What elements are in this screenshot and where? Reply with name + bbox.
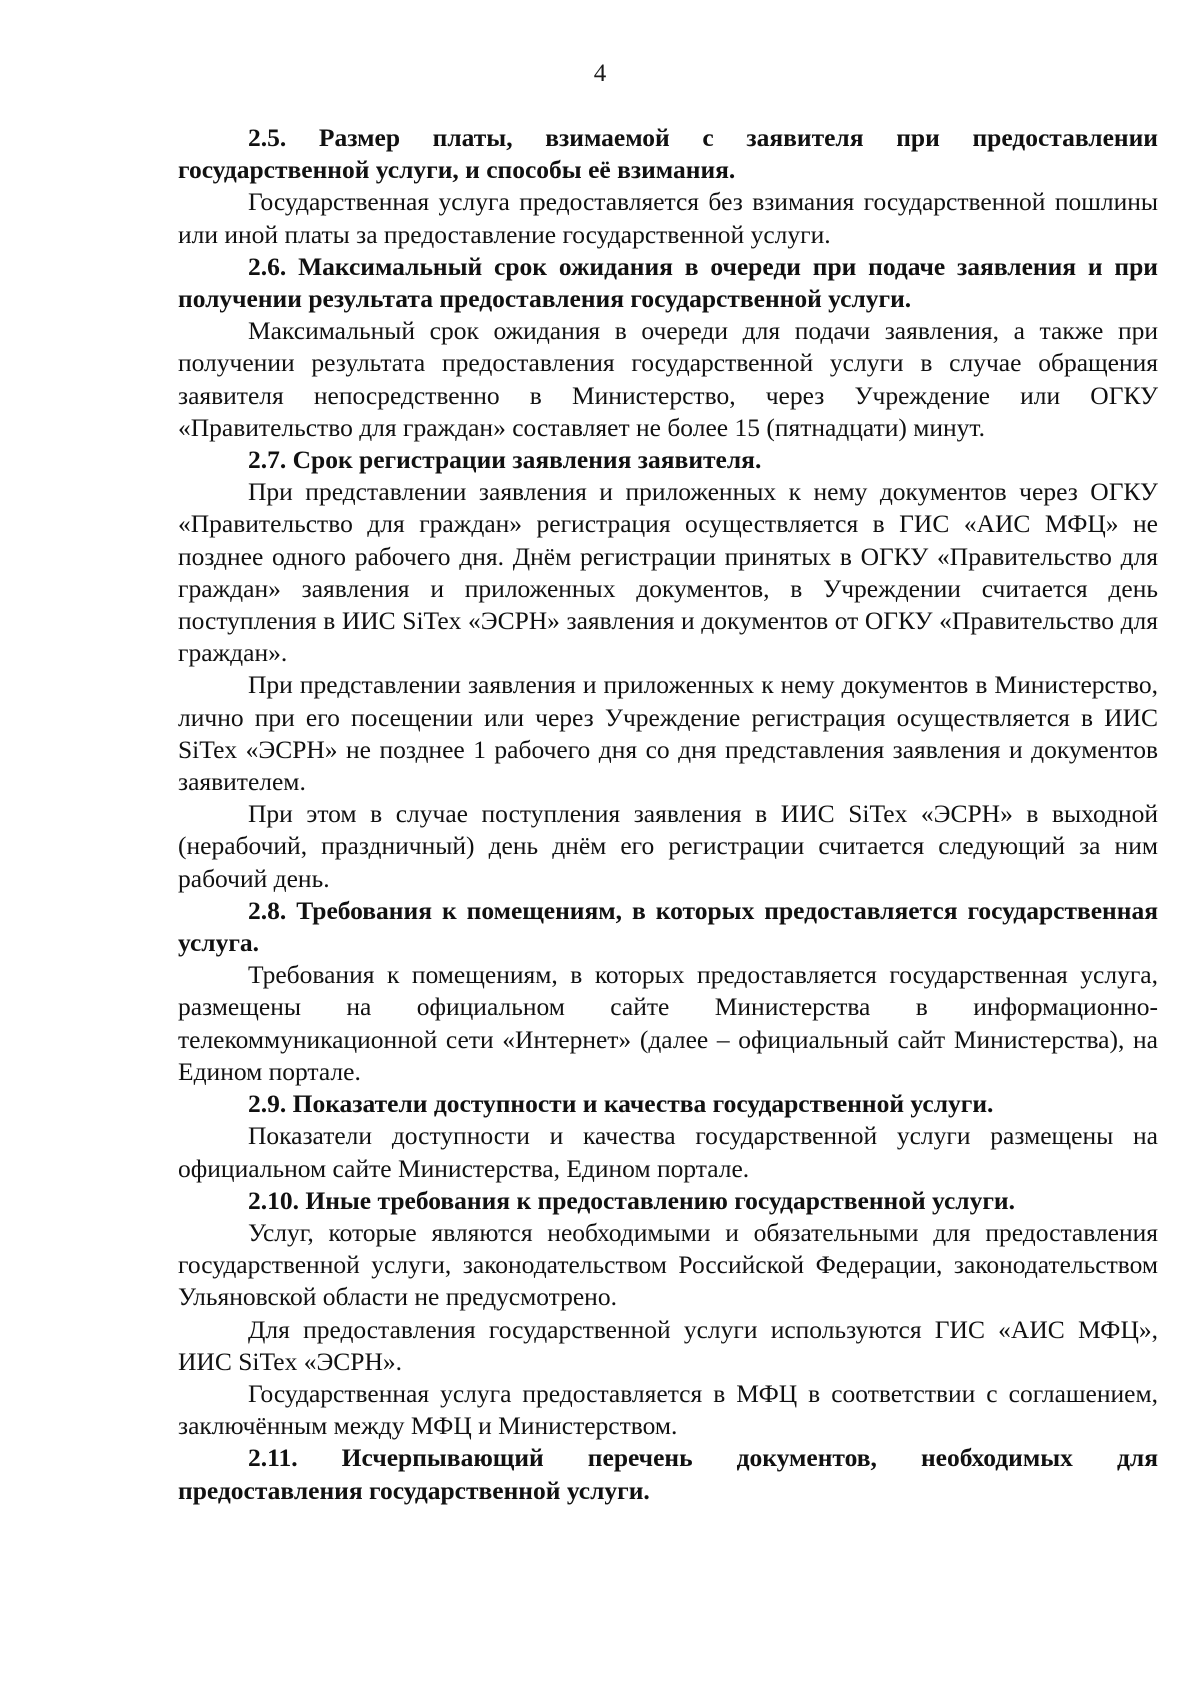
paragraph: Государственная услуга предоставляется без взимания государственной пошлины или иной платы за предоставление государственной услуги.	[178, 187, 1158, 249]
page-number: 4	[593, 60, 607, 87]
paragraph: Услуг, которые являются необходимыми и обязательными для предоставления государственной услуги, законодательством Российской Федерации, законодательством Ульяновской области не предусмотрено.	[178, 1217, 1158, 1312]
section-heading-2-6: 2.6. Максимальный срок ожидания в очереди при подаче заявления и при получении результата предоставления государственной услуги.	[178, 251, 1158, 314]
document-body	[178, 122, 1158, 1507]
section-heading-2-11: 2.11. Исчерпывающий перечень документов, необходимых для предоставления государственной услуги.	[178, 1443, 1158, 1505]
paragraph: Для предоставления государственной услуги используются ГИС «АИС МФЦ», ИИС SiTex «ЭСРН».	[178, 1314, 1158, 1376]
paragraph: При этом в случае поступления заявления в ИИС SiTex «ЭСРН» в выходной (нерабочий, праздничный) день днём его регистрации считается следующий за ним рабочий день.	[178, 799, 1158, 893]
section-heading-2-8: 2.8. Требования к помещениям, в которых предоставляется государственная услуга.	[178, 895, 1158, 958]
paragraph: При представлении заявления и приложенных к нему документов через ОГКУ «Правительство для граждан» регистрация осуществляется в ГИС «АИС МФЦ» не позднее одного рабочего дня. Днём регистрации принятых в ОГКУ «Правительство для граждан» заявления и приложенных документов, в Учреждении считается день поступления в ИИС SiTex «ЭСРН» заявления и документов от ОГКУ «Правительство для граждан».	[178, 477, 1158, 668]
paragraph: Показатели доступности и качества государственной услуги размещены на официальном сайте Министерства, Едином портале.	[178, 1121, 1158, 1183]
section-heading-2-7: 2.7. Срок регистрации заявления заявителя.	[248, 445, 762, 475]
paragraph: Требования к помещениям, в которых предоставляется государственная услуга, размещены на официальном сайте Министерства в информационно-телекоммуникационной сети «Интернет» (далее – официальный сайт Министерства), на Едином портале.	[178, 960, 1158, 1086]
section-heading-2-5: 2.5. Размер платы, взимаемой с заявителя при предоставлении государственной услуги, и способы её взимания.	[178, 123, 1158, 185]
paragraph: Государственная услуга предоставляется в МФЦ в соответствии с соглашением, заключённым между МФЦ и Министерством.	[178, 1378, 1158, 1441]
paragraph: Максимальный срок ожидания в очереди для подачи заявления, а также при получении результата предоставления государственной услуги в случае обращения заявителя непосредственно в Министерство, через Учреждение или ОГКУ «Правительство для граждан» составляет не более 15 (пятнадцати) минут.	[178, 316, 1158, 442]
section-heading-2-9: 2.9. Показатели доступности и качества государственной услуги.	[248, 1089, 994, 1119]
paragraph: При представлении заявления и приложенных к нему документов в Министерство, лично при его посещении или через Учреждение регистрация осуществляется в ИИС SiTex «ЭСРН» не позднее 1 рабочего дня со дня представления заявления и документов заявителем.	[178, 670, 1158, 797]
section-heading-2-10: 2.10. Иные требования к предоставлению государственной услуги.	[248, 1185, 1016, 1215]
